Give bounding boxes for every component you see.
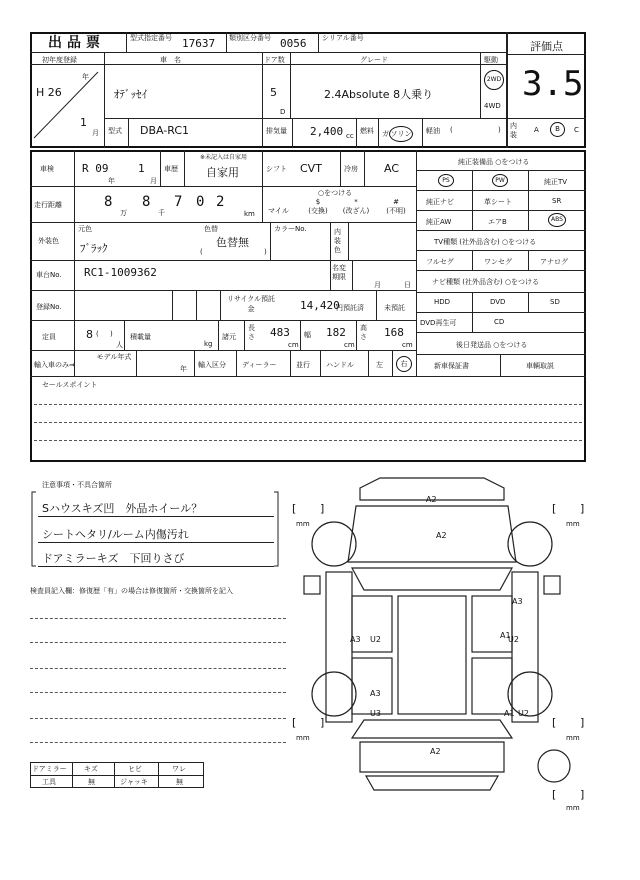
history-label: 車歴: [164, 165, 178, 173]
handle-right[interactable]: 右: [396, 356, 412, 372]
diagram-mark: A3: [512, 597, 523, 606]
svg-text:[: [: [552, 716, 557, 729]
equip-pw[interactable]: PW: [492, 174, 508, 187]
model-label: 型式: [108, 127, 122, 135]
first-reg-label: 初年度登録: [42, 56, 77, 64]
import-label: 輸入車のみ⇒: [34, 361, 75, 369]
class-no: 0056: [280, 37, 307, 50]
doors-value: 5: [270, 86, 277, 99]
diagram-mark: A3: [350, 635, 361, 644]
tv-analog[interactable]: アナログ: [540, 258, 568, 266]
grade-value: 2.4Absolute 8人乗り: [324, 88, 434, 101]
year-mark: 年: [82, 73, 89, 81]
ac-value: AC: [384, 162, 400, 175]
mileage-digit-3: 7: [174, 194, 183, 210]
equip-navi[interactable]: 純正ナビ: [426, 198, 454, 206]
inspection-label: 車検: [40, 165, 54, 173]
inspection-era: R 09: [82, 162, 109, 175]
tv-type-header: TV種類 (社外品含む) ○をつける: [434, 238, 537, 246]
chassis-value: RC1-1009362: [84, 266, 157, 279]
first-reg-era: H 26: [36, 86, 62, 99]
model-value: DBA-RC1: [140, 124, 190, 137]
inspection-month: 1: [138, 162, 145, 175]
mile-option[interactable]: マイル: [268, 207, 289, 215]
legend-kizu: キズ: [84, 765, 98, 773]
capacity-label: 定員: [42, 333, 56, 341]
fuel-gas: ガ ソリン: [382, 126, 413, 142]
form-title: 出品票: [48, 35, 105, 51]
legend-hibi: ヒビ: [128, 765, 142, 773]
tv-fullseg[interactable]: フルセグ: [426, 258, 454, 266]
capacity-value: 8: [86, 328, 93, 341]
svg-text:[: [: [292, 502, 297, 515]
equip-header: 純正装備品 ○をつける: [458, 158, 530, 166]
equip-ps[interactable]: PS: [438, 174, 454, 187]
svg-text:[: [: [552, 502, 557, 515]
parallel-option[interactable]: 並行: [296, 361, 310, 369]
later-manual[interactable]: 車輌取説: [526, 362, 554, 370]
equip-sr[interactable]: SR: [552, 197, 562, 205]
diagram-mark: A1: [500, 631, 511, 640]
navi-cd[interactable]: CD: [494, 318, 505, 326]
diagram-mark: A2: [436, 531, 447, 540]
diagram-mark: U2: [370, 635, 381, 644]
circle-note: ○をつける: [318, 189, 353, 197]
chassis-label: 車台No.: [36, 271, 62, 279]
legend-ware: ワレ: [172, 765, 186, 773]
grade-label: グレード: [360, 56, 388, 64]
door-type: D: [280, 108, 286, 116]
handle-label: ハンドル: [326, 361, 354, 369]
color-no-label: カラーNo.: [274, 225, 307, 233]
length-value: 483: [270, 326, 290, 339]
car-diagram: [290, 472, 590, 812]
model-year-label: モデル年式: [96, 353, 132, 361]
legend-jack: ジャッキ: [120, 778, 148, 786]
import-class-label: 輸入区分: [198, 361, 226, 369]
displacement-value: 2,400: [310, 125, 344, 138]
car-name-label: 車 名: [160, 56, 181, 64]
diagram-mark: U3: [370, 709, 381, 718]
recycle-value: 14,420: [300, 299, 340, 312]
legend-jack-none: 無: [176, 778, 183, 786]
svg-text:]: ]: [580, 788, 585, 801]
diagram-mark: A3: [370, 689, 381, 698]
first-reg-month: 1: [80, 116, 87, 129]
ac-label: 冷房: [344, 165, 358, 173]
cc-unit: cc: [346, 132, 354, 140]
handle-left[interactable]: 左: [376, 361, 383, 369]
note-line-3: ドアミラーキズ 下回りさび: [42, 552, 185, 565]
diagram-mark: A2: [430, 747, 441, 756]
svg-text:]: ]: [320, 716, 325, 729]
legend-mirror: ドアミラー: [32, 765, 67, 773]
ext-color-label: 外装色: [38, 237, 59, 245]
car-name: ｵﾃﾞｯｾｲ: [114, 88, 147, 101]
type-no-label: 型式指定番号: [130, 34, 172, 42]
shift-value: CVT: [300, 162, 322, 175]
color-change: 色替無: [216, 236, 249, 249]
svg-text:mm: mm: [296, 520, 310, 528]
dims-label: 諸元: [222, 333, 236, 341]
drive-4wd: 4WD: [484, 102, 501, 110]
equip-abs[interactable]: ABS: [548, 213, 566, 227]
later-header: 後日発送品 ○をつける: [456, 341, 528, 349]
legend-tools-none: 無: [88, 778, 95, 786]
sales-point-label: セールスポイント: [42, 381, 98, 389]
inspector-label: 検査員記入欄：修復歴「有」の場合は修復箇所・交換箇所を記入: [30, 587, 233, 595]
svg-text:mm: mm: [296, 734, 310, 742]
score-value: 3.5: [522, 64, 584, 104]
equip-leather[interactable]: 革シート: [484, 198, 512, 206]
interior-a: A: [534, 126, 539, 134]
score-label: 評価点: [530, 40, 563, 53]
svg-text:mm: mm: [566, 520, 580, 528]
note-line-1: Sハウスキズ凹 外品ホイール？: [42, 502, 203, 515]
fuel-label: 燃料: [360, 127, 374, 135]
notes-label: 注意事項・不具合箇所: [42, 481, 112, 489]
svg-text:mm: mm: [566, 734, 580, 742]
mileage-digit-4: 0: [196, 194, 205, 210]
legend-tools: 工具: [42, 778, 56, 786]
mileage-digit-2: 8: [142, 194, 151, 210]
int-color-label: 内装色: [334, 228, 341, 254]
diagram-mark: U2: [508, 635, 519, 644]
displacement-label: 排気量: [266, 127, 287, 135]
navi-hdd[interactable]: HDD: [434, 298, 451, 306]
drive-2wd[interactable]: 2WD: [484, 70, 504, 90]
doors-label: ドア数: [264, 56, 285, 64]
interior-c: C: [574, 126, 579, 134]
interior-b: B: [550, 122, 565, 137]
dealer-option[interactable]: ディーラー: [242, 361, 277, 369]
svg-text:[: [: [292, 716, 297, 729]
orig-color: ﾌﾞﾗｯｸ: [80, 242, 108, 255]
diagram-mark: A2: [426, 495, 437, 504]
shift-label: シフト: [266, 165, 287, 173]
height-value: 168: [384, 326, 404, 339]
svg-text:]: ]: [320, 502, 325, 515]
note-line-2: シートヘタリ/ルーム内傷汚れ: [42, 528, 189, 541]
equip-tv[interactable]: 純正TV: [544, 178, 568, 186]
width-value: 182: [326, 326, 346, 339]
month-mark: 月: [92, 129, 99, 137]
exchanged-option[interactable]: $ (交換): [308, 198, 328, 215]
equip-airbag[interactable]: エアB: [488, 218, 507, 226]
tv-oneseg[interactable]: ワンセグ: [484, 258, 512, 266]
reg-no-label: 登録No.: [36, 303, 62, 311]
svg-text:[: [: [552, 788, 557, 801]
mileage-digit-1: 8: [104, 194, 113, 210]
later-warranty[interactable]: 新車保証書: [434, 362, 469, 370]
unpaid: 未預託: [384, 304, 405, 312]
class-no-label: 類別区分番号: [229, 34, 271, 42]
name-change-label: 名変期限: [332, 264, 346, 281]
tampered-option[interactable]: * (改ざん): [342, 198, 370, 215]
navi-dvd-play[interactable]: DVD再生可: [420, 319, 457, 327]
serial-label: シリアル番号: [322, 34, 364, 42]
history-note: ※未記入は自家用: [200, 154, 248, 161]
type-no: 17637: [182, 37, 216, 50]
equip-aw[interactable]: 純正AW: [426, 218, 452, 226]
navi-type-header: ナビ種類 (社外品含む) ○をつける: [432, 278, 540, 286]
svg-text:]: ]: [580, 502, 585, 515]
drive-label: 駆動: [484, 56, 498, 64]
unknown-option[interactable]: # (不明): [386, 198, 406, 215]
history-value: 自家用: [206, 166, 239, 179]
light-oil-label: 軽油: [426, 127, 440, 135]
recycle-label: リサイクル預託金: [226, 295, 276, 313]
diagram-mark: A1: [504, 709, 515, 718]
interior-label: 内装: [510, 122, 517, 139]
diagram-mark: U2: [518, 709, 529, 718]
load-label: 積載量: [130, 333, 151, 341]
svg-text:]: ]: [580, 716, 585, 729]
mileage-digit-5: 2: [216, 194, 225, 210]
navi-dvd[interactable]: DVD: [490, 298, 506, 306]
navi-sd[interactable]: SD: [550, 298, 560, 306]
svg-text:mm: mm: [566, 804, 580, 812]
mileage-label: 走行距離: [34, 201, 62, 209]
fuel-selected: ソリン: [389, 126, 413, 142]
